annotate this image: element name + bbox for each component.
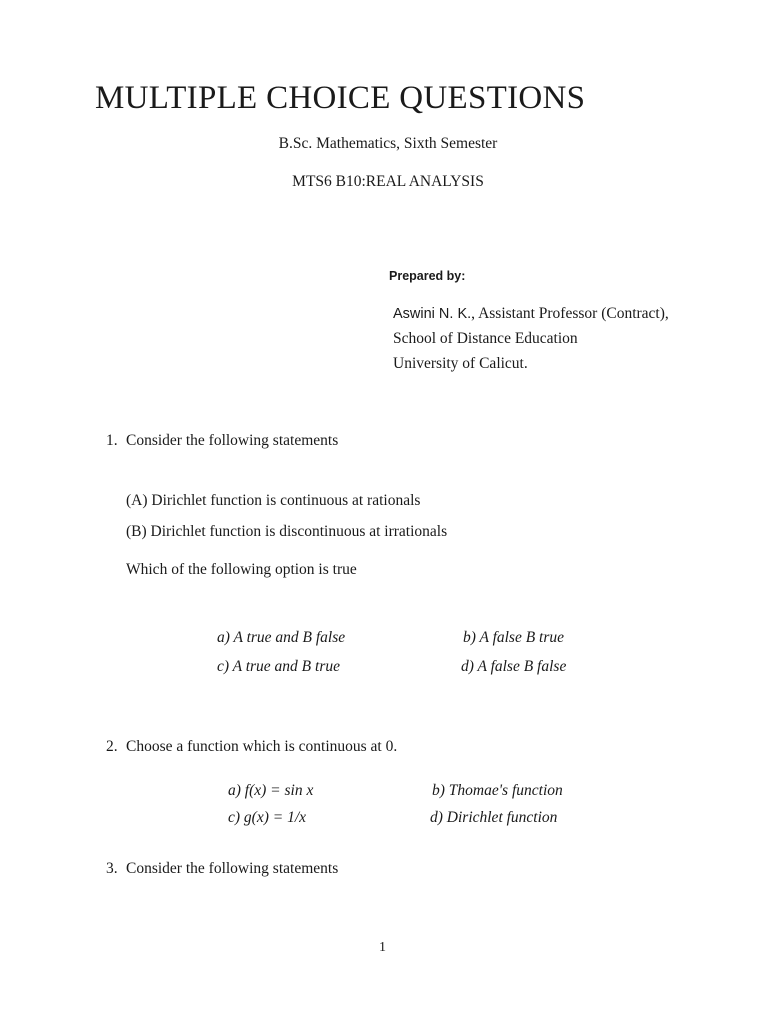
question-1-statement-b: (B) Dirichlet function is discontinuous at irrationals bbox=[126, 523, 448, 540]
question-1-option-d: d) A false B false bbox=[461, 658, 567, 675]
question-2-option-c: c) g(x) = 1/x bbox=[228, 809, 307, 826]
author-line bbox=[393, 305, 669, 323]
page-title: MULTIPLE CHOICE QUESTIONS bbox=[95, 80, 586, 116]
question-2-option-a: a) f(x) = sin x bbox=[228, 782, 314, 799]
question-1-option-b: b) A false B true bbox=[463, 629, 565, 646]
question-2-option-d: d) Dirichlet function bbox=[430, 809, 558, 826]
question-2-text: Choose a function which is continuous at 0. bbox=[126, 738, 398, 755]
question-1-text: Consider the following statements bbox=[126, 432, 339, 449]
question-3-text: Consider the following statements bbox=[126, 860, 339, 877]
question-2-option-b: b) Thomae's function bbox=[432, 782, 563, 799]
question-1-statement-a: (A) Dirichlet function is continuous at rationals bbox=[126, 492, 421, 509]
question-1-number: 1. bbox=[106, 432, 118, 449]
question-1-prompt: Which of the following option is true bbox=[126, 561, 357, 578]
author-university: University of Calicut. bbox=[393, 355, 528, 372]
subtitle: B.Sc. Mathematics, Sixth Semester bbox=[278, 135, 498, 152]
author-department: School of Distance Education bbox=[393, 330, 578, 347]
author-name: Aswini N. K. bbox=[393, 306, 472, 322]
question-1-option-c: c) A true and B true bbox=[217, 658, 340, 675]
question-2-number: 2. bbox=[106, 738, 118, 755]
question-1-option-a: a) A true and B false bbox=[217, 629, 346, 646]
course-title: MTS6 B10:REAL ANALYSIS bbox=[292, 173, 484, 190]
prepared-by-label: Prepared by: bbox=[389, 269, 466, 283]
question-3-number: 3. bbox=[106, 860, 118, 877]
author-role: , Assistant Professor (Contract), bbox=[471, 305, 669, 322]
page-number: 1 bbox=[379, 940, 386, 955]
